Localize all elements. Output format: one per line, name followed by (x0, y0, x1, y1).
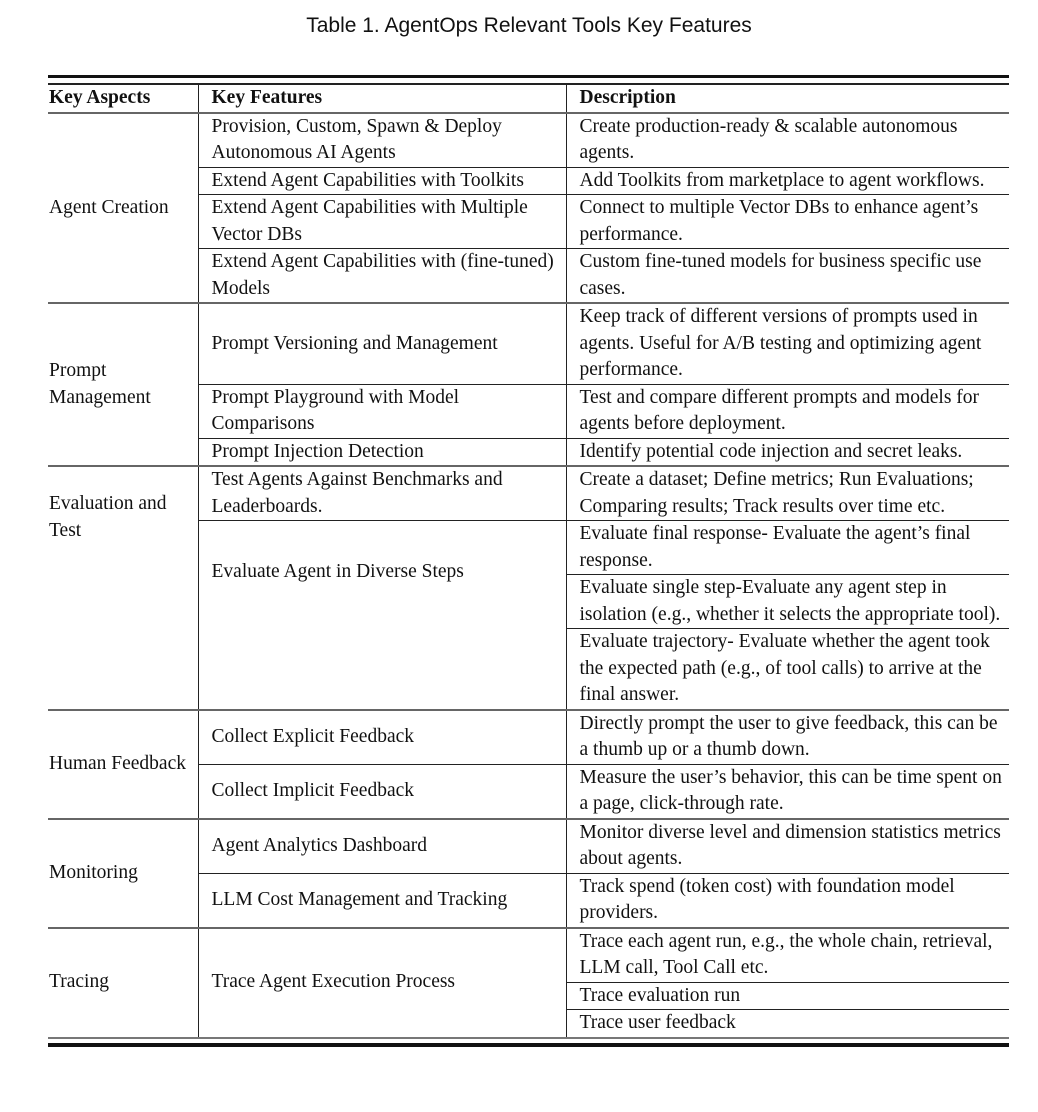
description-cell: Monitor diverse level and dimension statistics metrics about agents. (566, 819, 1009, 874)
table-body (48, 113, 1009, 1037)
feature-cell: Test Agents Against Benchmarks and Leaderboards. (198, 466, 566, 521)
aspect-cell: Monitoring (48, 819, 198, 928)
aspect-cell: Human Feedback (48, 710, 198, 819)
aspect-cell: Prompt Management (48, 303, 198, 466)
feature-cell: Extend Agent Capabilities with (fine-tuned) Models (198, 249, 566, 304)
bottom-rule-thick (48, 1043, 1009, 1047)
table-caption: Table 1. AgentOps Relevant Tools Key Features (306, 14, 752, 37)
description-cell: Measure the user’s behavior, this can be time spent on a page, click-through rate. (566, 764, 1009, 819)
description-cell: Create production-ready & scalable autonomous agents. (566, 113, 1009, 168)
feature-cell: LLM Cost Management and Tracking (198, 873, 566, 928)
feature-cell: Extend Agent Capabilities with Multiple Vector DBs (198, 195, 566, 249)
description-cell: Identify potential code injection and secret leaks. (566, 438, 1009, 466)
table-row (48, 710, 1009, 765)
table-row (48, 466, 1009, 521)
description-cell: Evaluate single step-Evaluate any agent step in isolation (e.g., whether it selects the appropriate tool). (566, 575, 1009, 629)
feature-cell: Collect Implicit Feedback (198, 764, 566, 819)
aspect-cell: Tracing (48, 928, 198, 1037)
header-key-features: Key Features (198, 85, 566, 113)
table-container (48, 75, 1009, 1047)
description-cell: Test and compare different prompts and models for agents before deployment. (566, 384, 1009, 438)
description-cell: Connect to multiple Vector DBs to enhance agent’s performance. (566, 195, 1009, 249)
description-cell: Create a dataset; Define metrics; Run Evaluations; Comparing results; Track results over time etc. (566, 466, 1009, 521)
description-cell: Evaluate final response- Evaluate the agent’s final response. (566, 521, 1009, 575)
description-cell: Keep track of different versions of prompts used in agents. Useful for A/B testing and optimizing agent performance. (566, 303, 1009, 384)
feature-cell: Prompt Versioning and Management (198, 303, 566, 384)
header-description: Description (566, 85, 1009, 113)
features-table (48, 85, 1009, 1037)
feature-cell: Prompt Playground with Model Comparisons (198, 384, 566, 438)
aspect-cell: Evaluation and Test (48, 466, 198, 710)
description-cell: Add Toolkits from marketplace to agent workflows. (566, 167, 1009, 195)
header-row (48, 85, 1009, 113)
description-cell: Evaluate trajectory- Evaluate whether the agent took the expected path (e.g., of tool calls) to arrive at the final answer. (566, 629, 1009, 710)
feature-cell: Provision, Custom, Spawn & Deploy Autonomous AI Agents (198, 113, 566, 168)
feature-cell: Evaluate Agent in Diverse Steps (198, 521, 566, 710)
table-row (48, 928, 1009, 983)
table-row (48, 819, 1009, 874)
aspect-cell: Agent Creation (48, 113, 198, 304)
description-cell: Directly prompt the user to give feedback, this can be a thumb up or a thumb down. (566, 710, 1009, 765)
feature-cell: Trace Agent Execution Process (198, 928, 566, 1037)
description-cell: Trace each agent run, e.g., the whole chain, retrieval, LLM call, Tool Call etc. (566, 928, 1009, 983)
feature-cell: Extend Agent Capabilities with Toolkits (198, 167, 566, 195)
feature-cell: Prompt Injection Detection (198, 438, 566, 466)
feature-cell: Agent Analytics Dashboard (198, 819, 566, 874)
table-row (48, 113, 1009, 168)
description-cell: Custom fine-tuned models for business specific use cases. (566, 249, 1009, 304)
description-cell: Trace user feedback (566, 1010, 1009, 1037)
description-cell: Trace evaluation run (566, 982, 1009, 1010)
table-row (48, 303, 1009, 384)
description-cell: Track spend (token cost) with foundation model providers. (566, 873, 1009, 928)
header-key-aspects: Key Aspects (49, 86, 151, 108)
feature-cell: Collect Explicit Feedback (198, 710, 566, 765)
